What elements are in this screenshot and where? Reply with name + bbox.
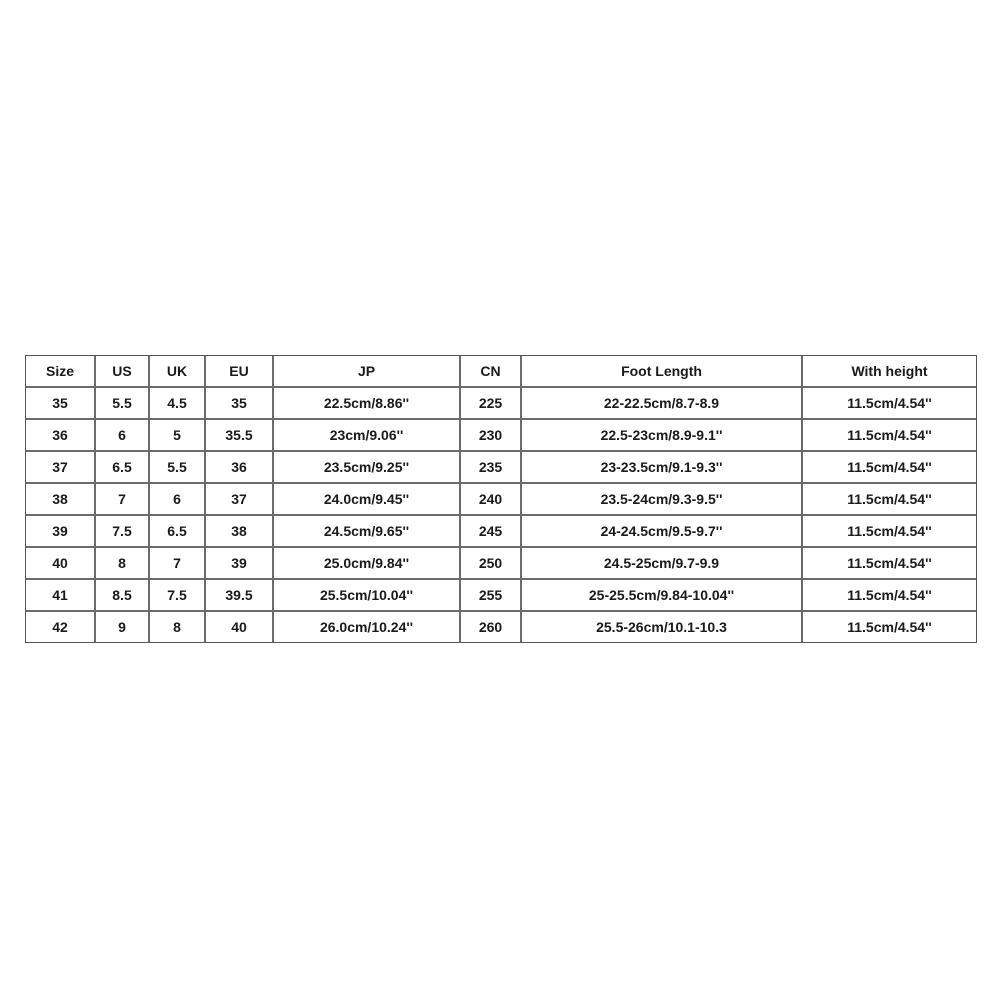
- cell-eu: 37: [206, 484, 274, 516]
- cell-with-height: 11.5cm/4.54'': [847, 619, 932, 635]
- cell-size: 42: [26, 612, 96, 642]
- cell-foot-length: 23-23.5cm/9.1-9.3'': [522, 452, 803, 484]
- cell-with-height: 11.5cm/4.54'': [803, 420, 976, 452]
- cell-us: 5.5: [96, 388, 150, 420]
- cell-size: 36: [26, 420, 96, 452]
- table-row: [26, 548, 976, 580]
- header-us: US: [96, 356, 150, 388]
- size-chart-table: [25, 355, 977, 643]
- cell-us: 8: [96, 548, 150, 580]
- cell-eu: 36: [206, 452, 274, 484]
- cell-eu: 39: [206, 548, 274, 580]
- cell-jp: 22.5cm/8.86'': [274, 388, 461, 420]
- cell-cn: 255: [461, 580, 522, 612]
- cell-size: 40: [26, 548, 96, 580]
- table-header-row: [26, 356, 976, 388]
- table-row: [26, 452, 976, 484]
- header-cn: CN: [461, 356, 522, 388]
- cell-cn: 245: [461, 516, 522, 548]
- cell-us: 9: [96, 612, 150, 642]
- header-foot-length: Foot Length: [522, 356, 803, 388]
- header-eu: EU: [206, 356, 274, 388]
- cell-jp: 26.0cm/10.24'': [274, 612, 461, 642]
- cell-cn: 225: [461, 388, 522, 420]
- cell-us: 6: [96, 420, 150, 452]
- cell-cn: 240: [461, 484, 522, 516]
- cell-jp: 23cm/9.06'': [274, 420, 461, 452]
- table-row: [26, 612, 976, 642]
- cell-eu: 38: [206, 516, 274, 548]
- cell-with-height: 11.5cm/4.54'': [803, 452, 976, 484]
- cell-uk: 4.5: [150, 388, 206, 420]
- cell-size: 38: [26, 484, 96, 516]
- cell-jp: 25.0cm/9.84'': [274, 548, 461, 580]
- cell-uk: 8: [150, 612, 206, 642]
- header-jp: JP: [274, 356, 461, 388]
- cell-jp: 25.5cm/10.04'': [274, 580, 461, 612]
- cell-uk: 7: [150, 548, 206, 580]
- cell-size: 37: [26, 452, 96, 484]
- cell-uk: 7.5: [150, 580, 206, 612]
- cell-with-height: 11.5cm/4.54'': [803, 484, 976, 516]
- cell-uk: 5: [150, 420, 206, 452]
- table-row: [26, 388, 976, 420]
- cell-uk: 5.5: [150, 452, 206, 484]
- cell-with-height: 11.5cm/4.54'': [803, 580, 976, 612]
- cell-jp: 24.0cm/9.45'': [274, 484, 461, 516]
- cell-cn: 230: [461, 420, 522, 452]
- cell-us: 6.5: [96, 452, 150, 484]
- cell-with-height: 11.5cm/4.54'': [803, 388, 976, 420]
- cell-us: 8.5: [96, 580, 150, 612]
- cell-foot-length: 24-24.5cm/9.5-9.7'': [522, 516, 803, 548]
- header-with-height: With height: [803, 356, 976, 388]
- cell-eu: 35.5: [206, 420, 274, 452]
- cell-size: 39: [26, 516, 96, 548]
- cell-with-height: 11.5cm/4.54'': [803, 548, 976, 580]
- cell-cn: 235: [461, 452, 522, 484]
- cell-us: 7: [96, 484, 150, 516]
- cell-us: 7.5: [96, 516, 150, 548]
- table-row: [26, 484, 976, 516]
- table-row: [26, 516, 976, 548]
- header-uk: UK: [150, 356, 206, 388]
- cell-uk: 6.5: [150, 516, 206, 548]
- table-row: [26, 420, 976, 452]
- cell-jp: 23.5cm/9.25'': [274, 452, 461, 484]
- header-size: Size: [26, 356, 96, 388]
- table-row: [26, 580, 976, 612]
- cell-foot-length: 22-22.5cm/8.7-8.9: [522, 388, 803, 420]
- cell-cn: 260: [461, 612, 522, 642]
- cell-foot-length: 25.5-26cm/10.1-10.3: [522, 612, 803, 642]
- cell-jp: 24.5cm/9.65'': [274, 516, 461, 548]
- size-chart-container: [25, 355, 975, 643]
- cell-size: 41: [26, 580, 96, 612]
- cell-eu: 40: [206, 612, 274, 642]
- cell-eu: 39.5: [206, 580, 274, 612]
- cell-eu: 35: [206, 388, 274, 420]
- cell-foot-length: 22.5-23cm/8.9-9.1'': [522, 420, 803, 452]
- cell-uk: 6: [150, 484, 206, 516]
- cell-foot-length: 23.5-24cm/9.3-9.5'': [522, 484, 803, 516]
- cell-with-height: 11.5cm/4.54'': [803, 516, 976, 548]
- cell-foot-length: 25-25.5cm/9.84-10.04'': [522, 580, 803, 612]
- cell-foot-length: 24.5-25cm/9.7-9.9: [522, 548, 803, 580]
- cell-size: 35: [26, 388, 96, 420]
- cell-cn: 250: [461, 548, 522, 580]
